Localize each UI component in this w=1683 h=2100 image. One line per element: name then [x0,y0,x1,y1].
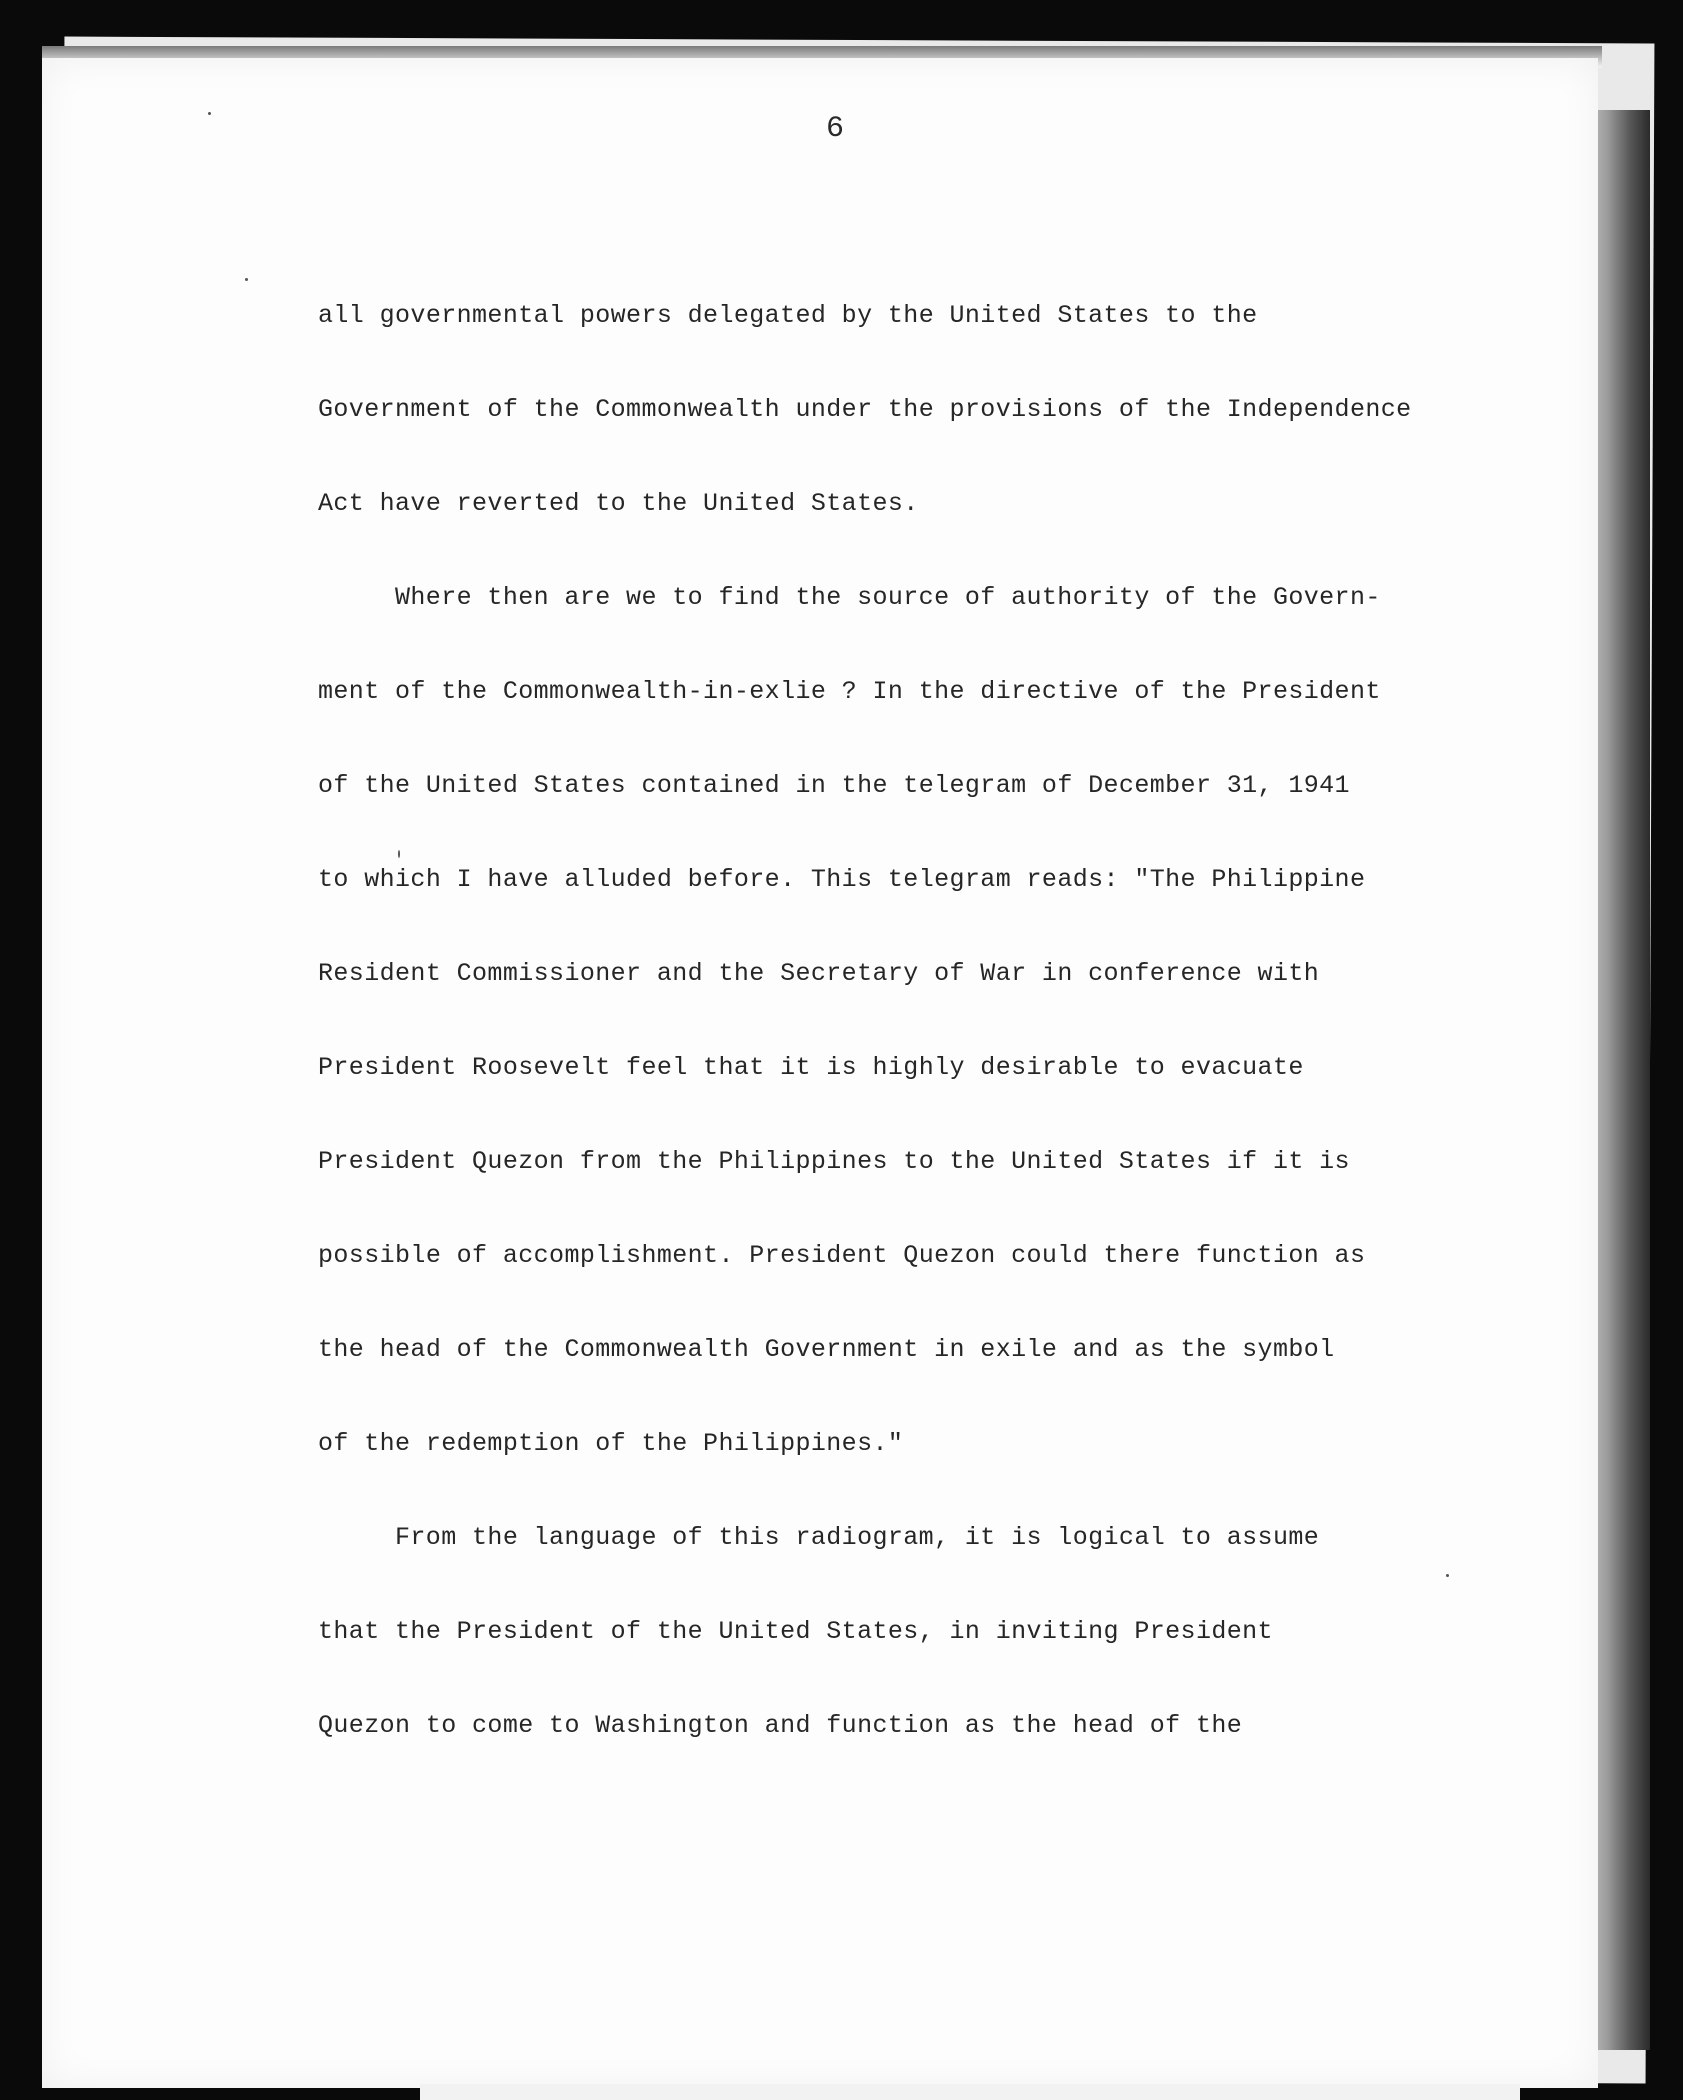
text-line: Quezon to come to Washington and function as the head of the [318,1711,1243,1740]
typed-body-text [318,286,1458,1790]
bottom-paper-strip [420,2084,1520,2100]
text-line: of the redemption of the Philippines." [318,1429,904,1458]
paper-speck [245,278,248,281]
paragraph-start-line: From the language of this radiogram, it is logical to assume [395,1523,1320,1552]
text-line: possible of accomplishment. President Quezon could there function as [318,1241,1366,1270]
text-line: President Roosevelt feel that it is highly desirable to evacuate [318,1053,1304,1082]
text-line: all governmental powers delegated by the United States to the [318,301,1258,330]
text-line: ment of the Commonwealth-in-exlie ? In the directive of the President [318,677,1381,706]
text-line: the head of the Commonwealth Government in exile and as the symbol [318,1335,1335,1364]
text-line: of the United States contained in the telegram of December 31, 1941 [318,771,1350,800]
text-line: to which I have alluded before. This telegram reads: "The Philippine [318,865,1366,894]
page-number: 6 [826,112,845,146]
text-line: Resident Commissioner and the Secretary of War in conference with [318,959,1320,988]
paragraph-start-line: Where then are we to find the source of authority of the Govern- [395,583,1381,612]
text-line: Government of the Commonwealth under the provisions of the Independence [318,395,1412,424]
text-line: Act have reverted to the United States. [318,489,919,518]
text-line: that the President of the United States, in inviting President [318,1617,1273,1646]
paper-speck [208,112,211,115]
text-line: President Quezon from the Philippines to the United States if it is [318,1147,1350,1176]
